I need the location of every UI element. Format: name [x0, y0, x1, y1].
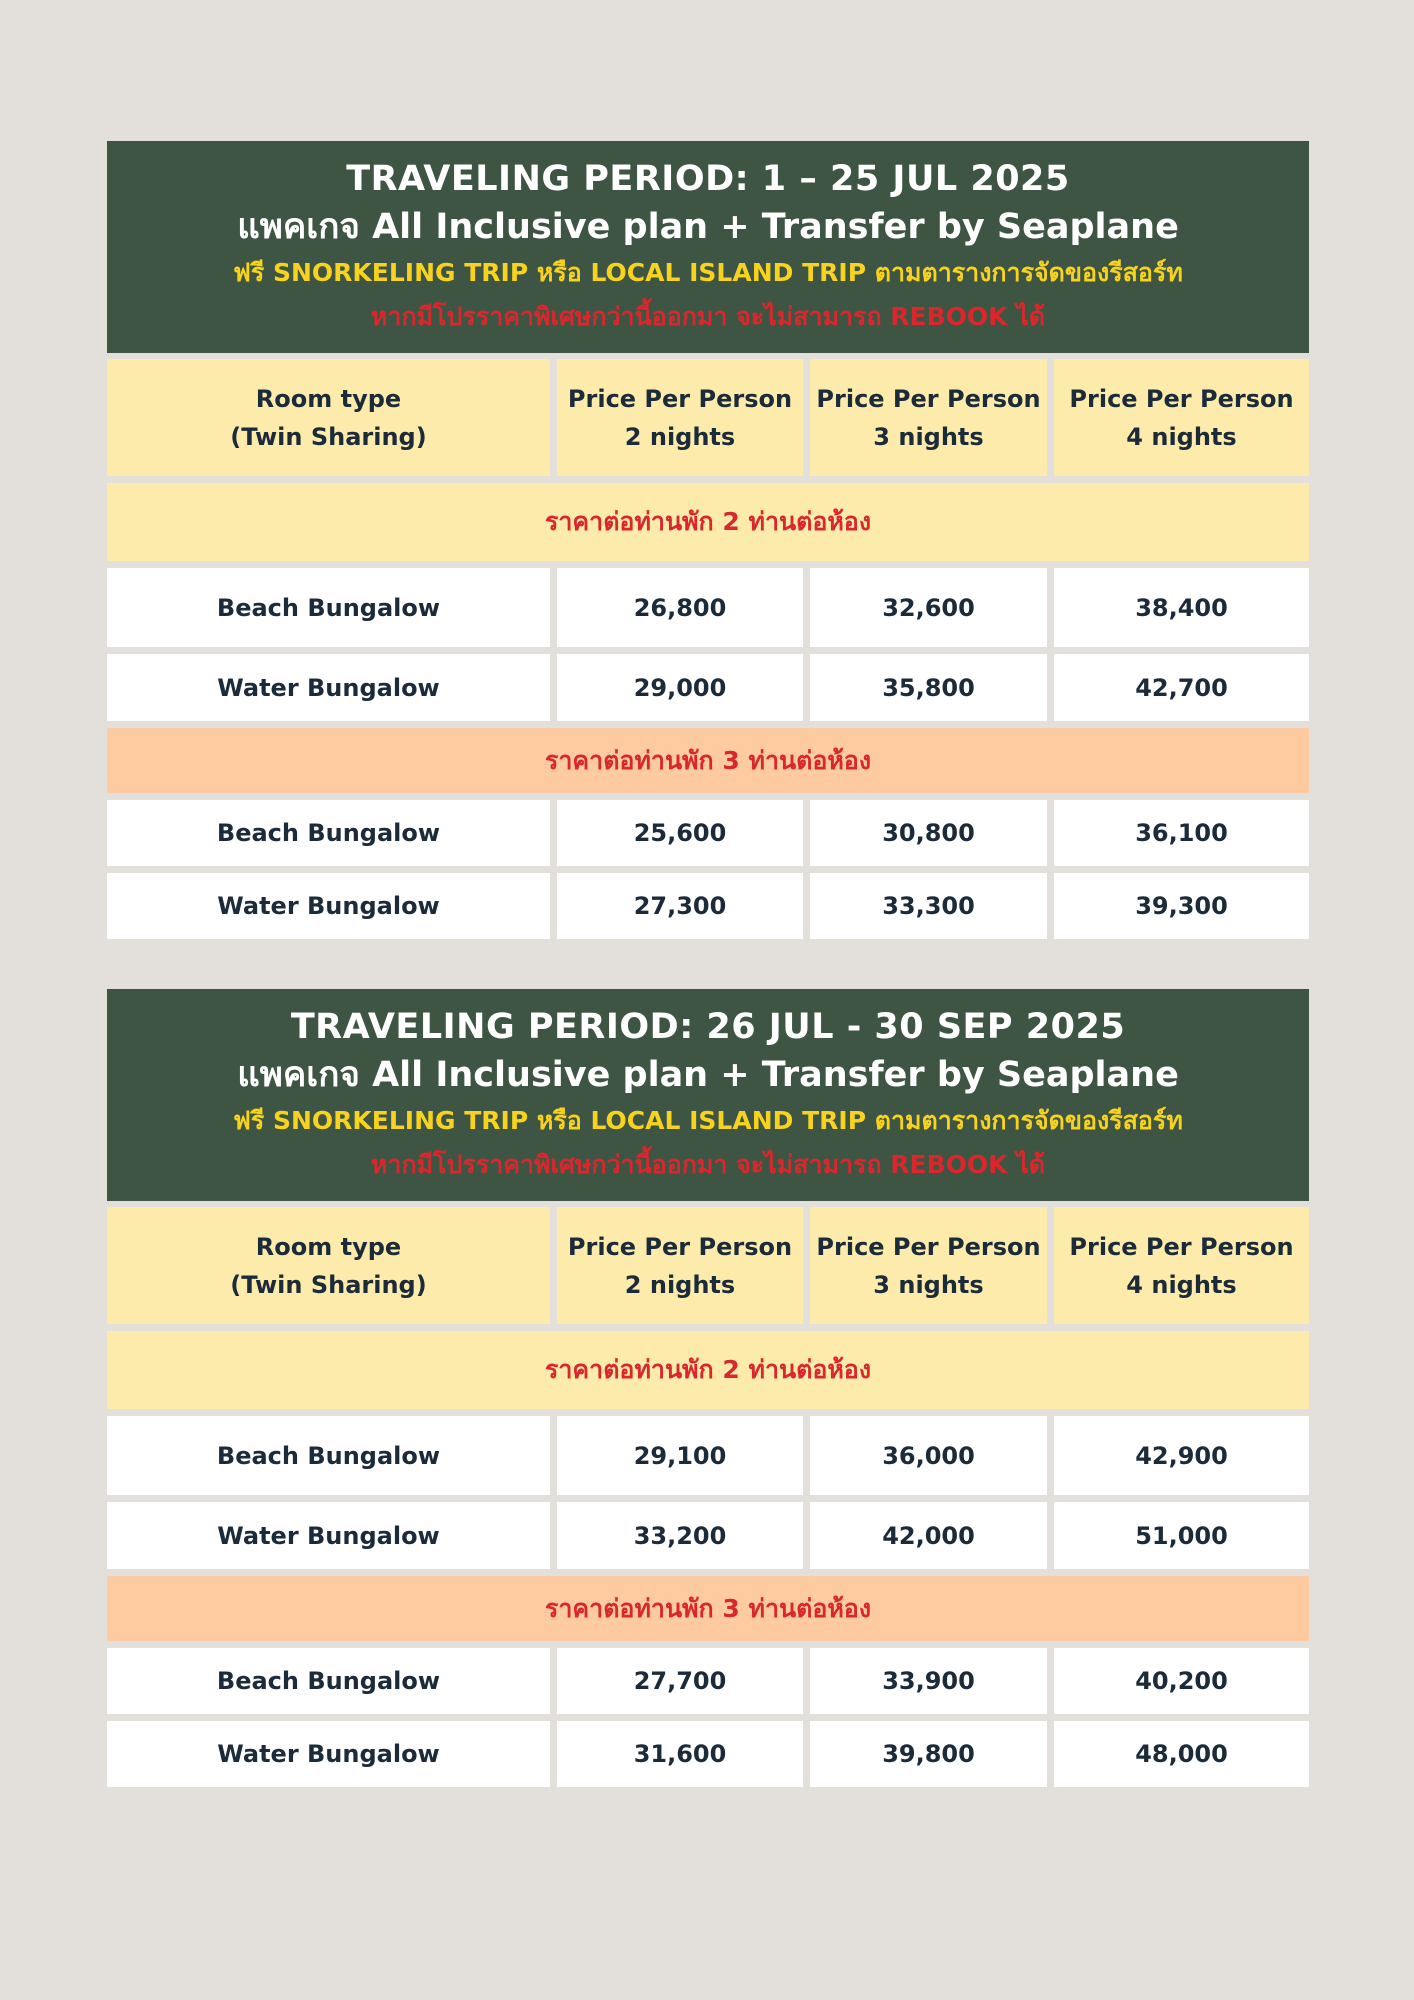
group-header-2-persons [107, 1331, 1309, 1409]
table-row [107, 1648, 1309, 1714]
group-header-3-persons [107, 1576, 1309, 1641]
room-name-cell: Beach Bungalow [107, 1648, 550, 1714]
period-header [107, 141, 1309, 353]
room-name-cell: Beach Bungalow [107, 800, 550, 866]
free-trip-text: ฟรี SNORKELING TRIP หรือ LOCAL ISLAND TRIP ตามตารางการจัดของรีสอร์ท [233, 258, 1183, 287]
group-label: ราคาต่อท่านพัก 2 ท่านต่อห้อง [107, 483, 1309, 561]
price-3-nights-cell: 42,000 [810, 1502, 1047, 1569]
price-4-nights-cell: 38,400 [1054, 568, 1309, 647]
price-4-nights-cell: 42,900 [1054, 1416, 1309, 1495]
price-4-nights-cell: 42,700 [1054, 654, 1309, 721]
price-4-nights-cell: 40,200 [1054, 1648, 1309, 1714]
rebook-note: หากมีโปรราคาพิเศษกว่านี้ออกมา จะไม่สามารถ REBOOK ได้ [370, 302, 1046, 331]
table-row [107, 800, 1309, 866]
group-header-3-persons [107, 728, 1309, 793]
room-name-cell: Water Bungalow [107, 873, 550, 939]
column-header-room-type: Room type (Twin Sharing) [107, 1207, 550, 1324]
group-label: ราคาต่อท่านพัก 3 ท่านต่อห้อง [107, 728, 1309, 793]
price-2-nights-cell: 29,100 [557, 1416, 803, 1495]
room-name-cell: Beach Bungalow [107, 1416, 550, 1495]
group-header-2-persons [107, 483, 1309, 561]
price-2-nights-cell: 27,700 [557, 1648, 803, 1714]
table-row [107, 1416, 1309, 1495]
free-trip-text: ฟรี SNORKELING TRIP หรือ LOCAL ISLAND TRIP ตามตารางการจัดของรีสอร์ท [233, 1106, 1183, 1135]
price-4-nights-cell: 48,000 [1054, 1721, 1309, 1787]
price-2-nights-cell: 27,300 [557, 873, 803, 939]
table-row [107, 568, 1309, 647]
package-subtitle: แพคเกจ All Inclusive plan + Transfer by Seaplane [237, 207, 1179, 247]
price-4-nights-cell: 36,100 [1054, 800, 1309, 866]
price-3-nights-cell: 36,000 [810, 1416, 1047, 1495]
column-header-2-nights: Price Per Person 2 nights [557, 359, 803, 476]
price-3-nights-cell: 35,800 [810, 654, 1047, 721]
room-name-cell: Water Bungalow [107, 1502, 550, 1569]
column-header-row [107, 359, 1309, 476]
package-subtitle: แพคเกจ All Inclusive plan + Transfer by Seaplane [237, 1055, 1179, 1095]
period-title: TRAVELING PERIOD: 26 JUL - 30 SEP 2025 [290, 1007, 1126, 1047]
column-header-3-nights: Price Per Person 3 nights [810, 359, 1047, 476]
price-4-nights-cell: 51,000 [1054, 1502, 1309, 1569]
price-3-nights-cell: 33,900 [810, 1648, 1047, 1714]
price-2-nights-cell: 26,800 [557, 568, 803, 647]
price-2-nights-cell: 31,600 [557, 1721, 803, 1787]
table-row [107, 873, 1309, 939]
price-2-nights-cell: 29,000 [557, 654, 803, 721]
column-header-4-nights: Price Per Person 4 nights [1054, 359, 1309, 476]
room-name-cell: Beach Bungalow [107, 568, 550, 647]
price-2-nights-cell: 33,200 [557, 1502, 803, 1569]
period-title: TRAVELING PERIOD: 1 – 25 JUL 2025 [346, 159, 1070, 199]
period-header [107, 989, 1309, 1201]
column-header-2-nights: Price Per Person 2 nights [557, 1207, 803, 1324]
table-row [107, 654, 1309, 721]
room-name-cell: Water Bungalow [107, 654, 550, 721]
price-3-nights-cell: 39,800 [810, 1721, 1047, 1787]
rebook-note: หากมีโปรราคาพิเศษกว่านี้ออกมา จะไม่สามารถ REBOOK ได้ [370, 1150, 1046, 1179]
room-name-cell: Water Bungalow [107, 1721, 550, 1787]
group-label: ราคาต่อท่านพัก 2 ท่านต่อห้อง [107, 1331, 1309, 1409]
price-3-nights-cell: 33,300 [810, 873, 1047, 939]
price-4-nights-cell: 39,300 [1054, 873, 1309, 939]
table-row [107, 1721, 1309, 1787]
column-header-4-nights: Price Per Person 4 nights [1054, 1207, 1309, 1324]
price-3-nights-cell: 30,800 [810, 800, 1047, 866]
column-header-3-nights: Price Per Person 3 nights [810, 1207, 1047, 1324]
table-row [107, 1502, 1309, 1569]
group-label: ราคาต่อท่านพัก 3 ท่านต่อห้อง [107, 1576, 1309, 1641]
column-header-row [107, 1207, 1309, 1324]
price-2-nights-cell: 25,600 [557, 800, 803, 866]
price-3-nights-cell: 32,600 [810, 568, 1047, 647]
price-table-period-1 [107, 141, 1309, 946]
column-header-room-type: Room type (Twin Sharing) [107, 359, 550, 476]
price-table-period-2 [107, 989, 1309, 1794]
